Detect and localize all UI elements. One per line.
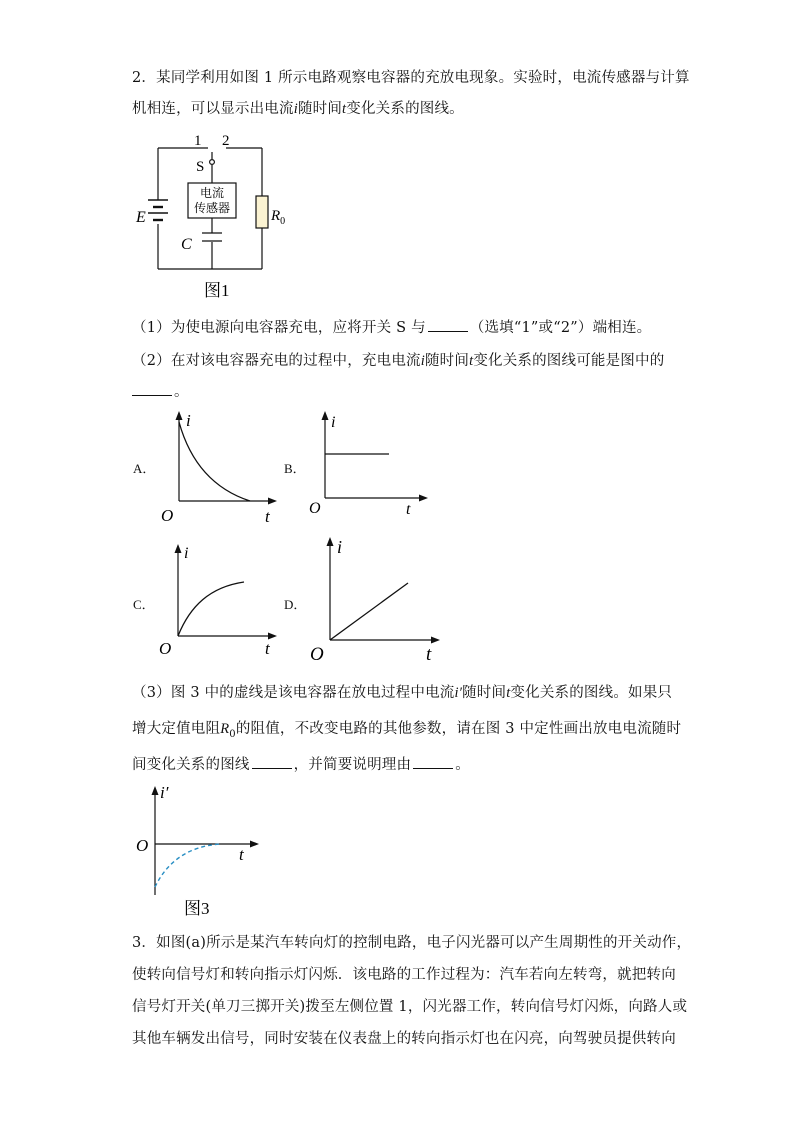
- option-a-x-label: t: [265, 507, 270, 526]
- terminal-1-label: 1: [194, 133, 202, 149]
- q2-part2: （2）在对该电容器充电的过程中，充电电流i随时间t变化关系的图线可能是图中的: [132, 353, 665, 369]
- q2-part3-line1: （3）图 3 中的虚线是该电容器在放电过程中电流i′随时间t变化关系的图线。如果只: [132, 685, 673, 701]
- option-c-x-label: t: [265, 639, 270, 658]
- sensor-label-line2: 传感器: [193, 201, 231, 215]
- q3-line4: 其他车辆发出信号，同时安装在仪表盘上的转向指示灯也在闪亮，向驾驶员提供转向: [132, 1031, 676, 1047]
- option-a-origin: O: [161, 506, 174, 525]
- option-c-origin: O: [159, 639, 172, 658]
- option-d-curve: [330, 583, 408, 640]
- figure-3-caption: 图3: [184, 899, 210, 918]
- option-d-label[interactable]: D．: [284, 597, 307, 612]
- q3-line3: 信号灯开关(单刀三掷开关)拨至左侧位置 1，闪光器工作，转向信号灯闪烁，向路人或: [132, 999, 688, 1015]
- option-a-label[interactable]: A．: [133, 461, 156, 476]
- emf-label: E: [136, 209, 146, 226]
- option-c-graph[interactable]: [155, 541, 285, 659]
- option-c-curve: [178, 582, 244, 636]
- resistor-r0: [256, 196, 268, 228]
- q3-line1: 3．如图(a)所示是某汽车转向灯的控制电路，电子闪光器可以产生周期性的开关动作，: [132, 935, 692, 951]
- option-a-y-label: i: [186, 411, 191, 430]
- answer-blank-3b[interactable]: [413, 754, 453, 769]
- option-b-label[interactable]: B．: [284, 461, 306, 476]
- q2-part1: （1）为使电源向电容器充电，应将开关 S 与 （选填“1”或“2”）端相连。: [132, 316, 651, 337]
- option-d-y-label: i: [337, 537, 343, 557]
- option-a-graph[interactable]: [155, 408, 285, 526]
- answer-blank-1[interactable]: [428, 317, 468, 332]
- option-b-y-label: i: [331, 414, 336, 431]
- figure-3-graph: [133, 780, 273, 920]
- figure-3-y-label: i′: [160, 783, 169, 802]
- capacitor-label: C: [181, 236, 192, 253]
- option-c-label[interactable]: C．: [133, 597, 155, 612]
- q2-part2-answer-line: 。: [132, 380, 189, 401]
- answer-blank-2[interactable]: [132, 381, 172, 396]
- option-d-origin: O: [310, 644, 324, 665]
- option-b-graph[interactable]: [303, 408, 433, 526]
- q2-part3-line3: 间变化关系的图线 ，并简要说明理由 。: [132, 753, 470, 774]
- option-a-curve: [179, 422, 250, 501]
- figure-3-x-label: t: [239, 845, 244, 864]
- switch-label: S: [196, 159, 205, 175]
- answer-blank-3a[interactable]: [252, 754, 292, 769]
- q2-part3-line2: 增大定值电阻$R_0$的阻值，不改变电路的其他参数，请在图 3 中定性画出放电电流随时: [132, 721, 682, 740]
- option-b-origin: O: [309, 500, 321, 517]
- figure-3-dashed-curve: [155, 844, 221, 887]
- figure-3-origin: O: [136, 836, 149, 855]
- option-d-graph[interactable]: [305, 533, 445, 663]
- option-b-x-label: t: [406, 501, 411, 518]
- q3-line2: 使转向信号灯和转向指示灯闪烁．该电路的工作过程为：汽车若向左转弯，就把转向: [132, 967, 676, 983]
- terminal-2-label: 2: [222, 133, 230, 149]
- sensor-label-line1: 电流: [199, 186, 225, 200]
- q2-intro-line1: 2．某同学利用如图 1 所示电路观察电容器的充放电现象。实验时，电流传感器与计算: [132, 70, 690, 86]
- option-d-x-label: t: [426, 644, 432, 665]
- option-c-y-label: i: [184, 545, 189, 562]
- figure-1-circuit: [130, 128, 290, 308]
- q2-intro-line2: 机相连，可以显示出电流i随时间t变化关系的图线。: [132, 101, 464, 117]
- figure-1-caption: 图1: [204, 281, 230, 300]
- resistor-label: $R_0$: [271, 208, 286, 227]
